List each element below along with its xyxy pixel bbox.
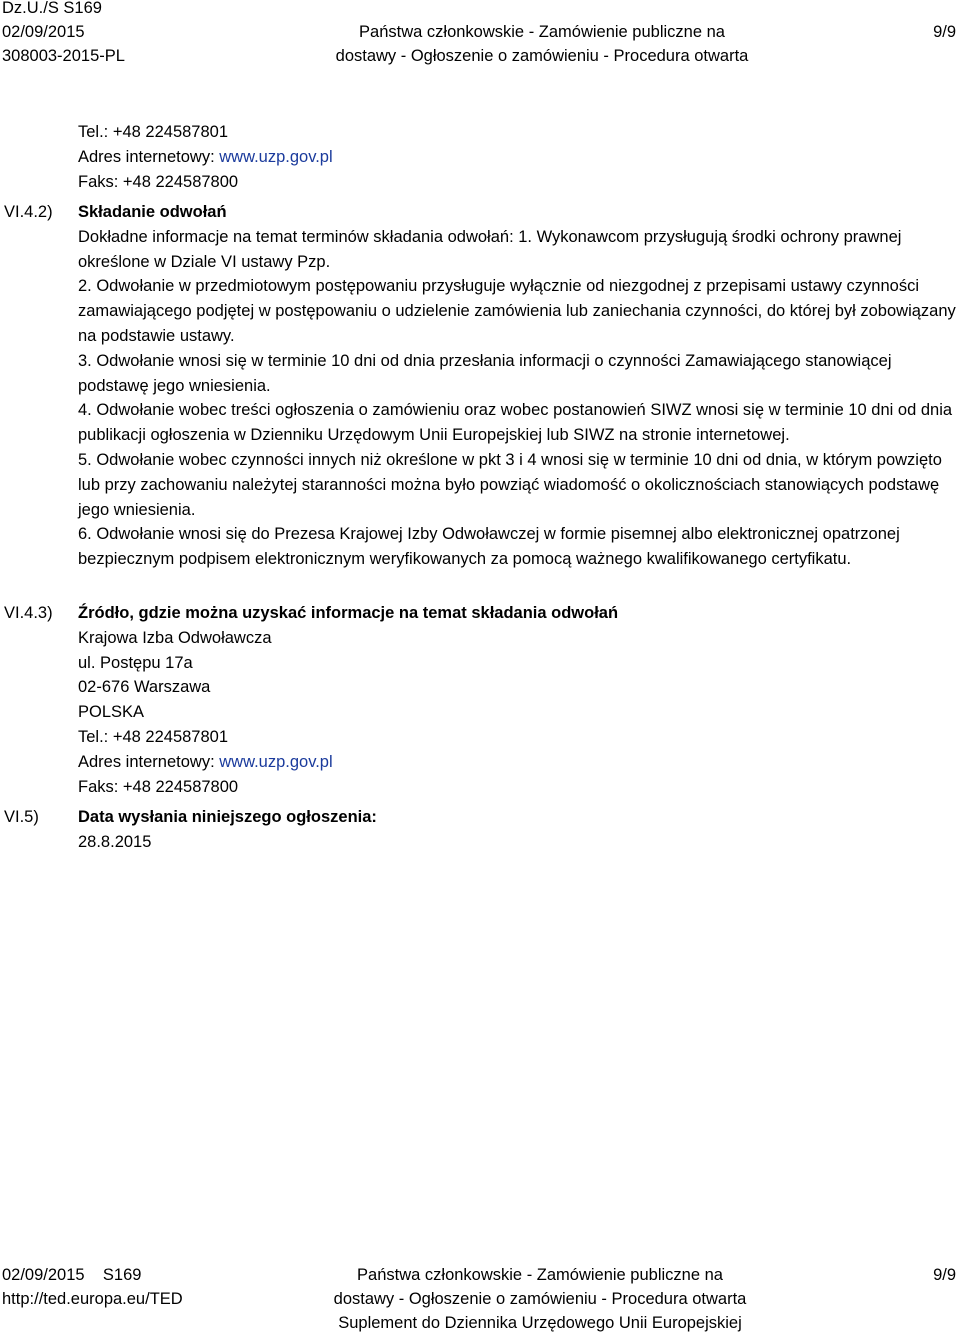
dispatch-date: 28.8.2015 xyxy=(78,832,152,851)
org-web-label: Adres internetowy: xyxy=(78,752,220,771)
footer-title-line3: Suplement do Dziennika Urzędowego Unii Europejskiej xyxy=(338,1314,742,1332)
appeals-point-2: 2. Odwołanie w przedmiotowym postępowaniu przysługuje wyłącznie od niezgodnej z przepisami ustawy czynności zamawiającego podjętej w postępowaniu o udzielenie zamówienia lub zaniechania czynności, do której był zobowiązany na podstawie ustawy. xyxy=(78,277,956,345)
top-fax: Faks: +48 224587800 xyxy=(78,172,239,191)
header-title-line1: Państwa członkowskie - Zamówienie publiczne na xyxy=(359,23,725,41)
org-web xyxy=(78,750,958,775)
appeals-point-3: 3. Odwołanie wnosi się w terminie 10 dni od dnia przesłania informacji o czynności Zamawiającego stanowiącej podstawę jego wniesienia. xyxy=(78,351,892,395)
org-name: Krajowa Izba Odwoławcza xyxy=(78,628,272,647)
section-number-vi-4-2: VI.4.2) xyxy=(4,203,53,221)
footer-title-line1: Państwa członkowskie - Zamówienie publiczne na xyxy=(357,1266,723,1284)
appeals-point-5: 5. Odwołanie wobec czynności innych niż określone w pkt 3 i 4 wnosi się w terminie 10 dni od dnia, w którym powzięto lub przy zachowaniu należytej staranności można było powziąć wiadomość o okolicznościach stanowiących podstawę jego wniesienia. xyxy=(78,450,942,519)
section-vi-4-2 xyxy=(78,200,958,572)
section-title-info-source: Źródło, gdzie można uzyskać informacje na temat składania odwołań xyxy=(78,604,619,622)
appeals-intro: Dokładne informacje na temat terminów składania odwołań: 1. Wykonawcom przysługują środki ochrony prawnej określone w Dziale VI ustawy Pzp. xyxy=(78,227,902,271)
doc-id: 308003-2015-PL xyxy=(2,47,125,65)
footer-left xyxy=(2,1263,183,1311)
appeals-point-6: 6. Odwołanie wnosi się do Prezesa Krajowej Izby Odwoławczej w formie pisemnej albo elektronicznej opatrzonej bezpiecznym podpisem elektronicznym weryfikowanych za pomocą ważnego kwalifikowanego certyfikatu. xyxy=(78,525,900,569)
org-tel: Tel.: +48 224587801 xyxy=(78,727,229,746)
footer-url[interactable]: http://ted.europa.eu/TED xyxy=(2,1290,183,1308)
org-web-link[interactable]: www.uzp.gov.pl xyxy=(219,752,333,771)
top-web-link[interactable]: www.uzp.gov.pl xyxy=(219,147,333,166)
header-page: 9/9 xyxy=(933,23,956,41)
header-title xyxy=(332,20,752,68)
header-date: 02/09/2015 xyxy=(2,23,85,41)
footer-date-issue: 02/09/2015 S169 xyxy=(2,1266,142,1284)
section-vi-5 xyxy=(78,805,958,855)
dispatch-date-title: Data wysłania niniejszego ogłoszenia: xyxy=(78,808,377,826)
section-number-vi-5: VI.5) xyxy=(4,808,39,826)
org-country: POLSKA xyxy=(78,703,145,722)
header-title-line2: dostawy - Ogłoszenie o zamówieniu - Procedura otwarta xyxy=(335,47,749,65)
header-left xyxy=(2,0,125,68)
journal-ref: Dz.U./S S169 xyxy=(2,0,102,17)
top-contact xyxy=(78,120,958,194)
top-web-label: Adres internetowy: xyxy=(78,147,220,166)
footer-title-line2: dostawy - Ogłoszenie o zamówieniu - Procedura otwarta xyxy=(333,1290,747,1308)
section-number-vi-4-3: VI.4.3) xyxy=(4,604,53,622)
top-web xyxy=(78,145,958,170)
appeals-point-4: 4. Odwołanie wobec treści ogłoszenia o zamówieniu oraz wobec postanowień SIWZ wnosi się w terminie 10 dni od dnia publikacji ogłoszenia w Dzienniku Urzędowym Unii Europejskiej lub SIWZ na stronie internetowej. xyxy=(78,401,953,445)
section-vi-4-3 xyxy=(78,601,958,799)
org-street: ul. Postępu 17a xyxy=(78,653,193,672)
top-tel: Tel.: +48 224587801 xyxy=(78,123,229,141)
org-fax: Faks: +48 224587800 xyxy=(78,777,239,796)
section-title-appeals: Składanie odwołań xyxy=(78,203,227,221)
footer-page: 9/9 xyxy=(933,1266,956,1284)
footer-title xyxy=(310,1263,770,1335)
org-city: 02-676 Warszawa xyxy=(78,678,211,697)
